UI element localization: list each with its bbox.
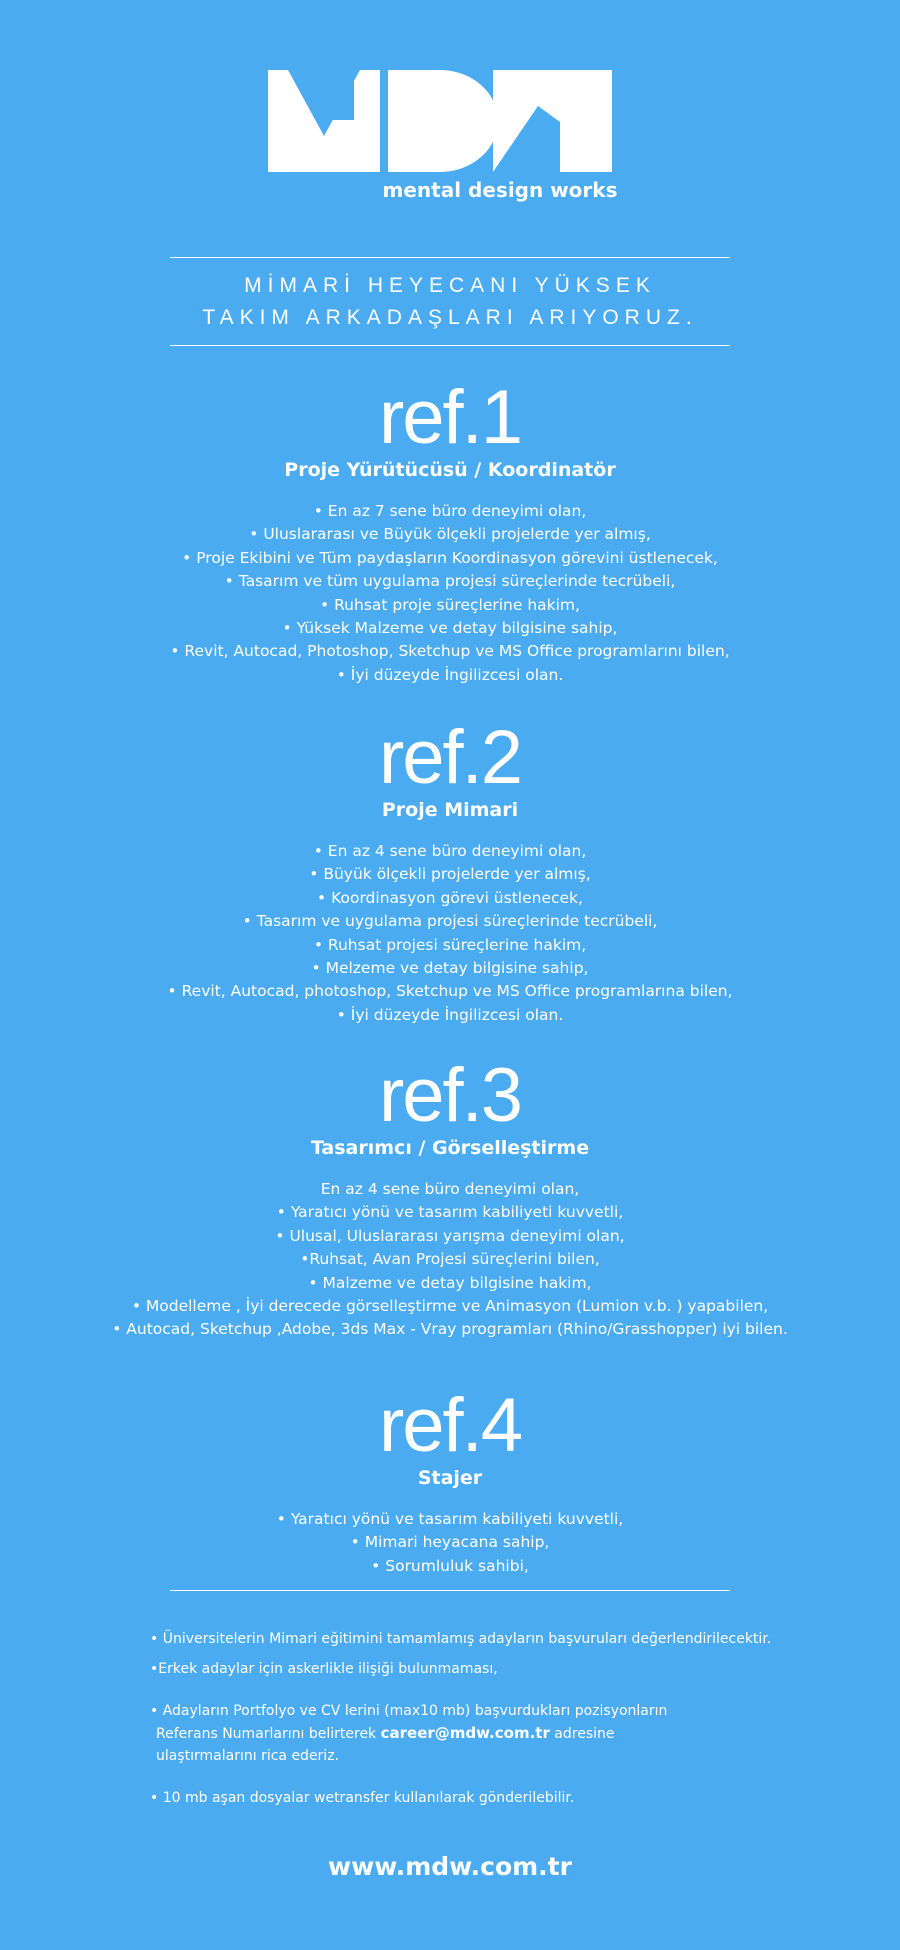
ref-requirements bbox=[0, 840, 900, 1027]
ref-requirements bbox=[0, 1178, 900, 1342]
list-item: • Revit, Autocad, Photoshop, Sketchup ve MS Office programlarını bilen, bbox=[170, 642, 730, 661]
note-apply-line-2 bbox=[150, 1722, 810, 1745]
ref-requirements bbox=[0, 500, 900, 687]
list-item: • Malzeme ve detay bilgisine hakim, bbox=[308, 1273, 592, 1292]
note-file-size: • 10 mb aşan dosyalar wetransfer kullanılarak gönderilebilir. bbox=[150, 1790, 575, 1806]
note-apply-line-3: ulaştırmalarını rica ederiz. bbox=[156, 1748, 339, 1764]
note-apply-line-1: • Adayların Portfolyo ve CV lerini (max10 mb) başvurdukları pozisyonların bbox=[150, 1703, 668, 1719]
list-item: • Ruhsat proje süreçlerine hakim, bbox=[320, 595, 580, 614]
list-item: • Ulusal, Uluslararası yarışma deneyimi olan, bbox=[275, 1226, 625, 1245]
list-item: • Yaratıcı yönü ve tasarım kabiliyeti kuvvetli, bbox=[276, 1510, 624, 1528]
list-item: • Yaratıcı yönü ve tasarım kabiliyeti kuvvetli, bbox=[276, 1203, 624, 1222]
ref-number: ref.1 bbox=[378, 375, 522, 460]
list-item: • İyi düzeyde İngilizcesi olan. bbox=[336, 665, 564, 684]
list-item: En az 4 sene büro deneyimi olan, bbox=[320, 1180, 580, 1198]
list-item: • İyi düzeyde İngilizcesi olan. bbox=[336, 1005, 564, 1024]
career-email-link[interactable]: career@mdw.com.tr bbox=[380, 1724, 550, 1742]
headline-line-1: MİMARİ HEYECANI YÜKSEK bbox=[244, 274, 656, 297]
ref-number: ref.4 bbox=[378, 1383, 522, 1468]
list-item: • Melzeme ve detay bilgisine sahip, bbox=[311, 959, 589, 978]
ref-3-section bbox=[0, 1053, 900, 1342]
note-apply-prefix: Referans Numarlarını belirterek bbox=[156, 1726, 377, 1742]
ref-title: Proje Mimari bbox=[381, 799, 519, 821]
divider-top bbox=[170, 257, 730, 258]
mdw-logo bbox=[268, 70, 612, 180]
ref-number: ref.2 bbox=[378, 715, 522, 800]
divider-under-headline bbox=[170, 345, 730, 346]
ref-title: Tasarımcı / Görselleştirme bbox=[310, 1137, 590, 1159]
ref-number: ref.3 bbox=[378, 1053, 522, 1138]
brand-tagline: mental design works bbox=[382, 178, 618, 202]
ref-4-section bbox=[0, 1383, 900, 1578]
list-item: • Uluslararası ve Büyük ölçekli projelerde yer almış, bbox=[249, 525, 651, 544]
list-item: • Sorumluluk sahibi, bbox=[371, 1556, 529, 1575]
list-item: • Proje Ekibini ve Tüm paydaşların Koordinasyon görevini üstlenecek, bbox=[182, 548, 718, 567]
list-item: • Tasarım ve tüm uygulama projesi süreçlerinde tecrübeli, bbox=[224, 572, 676, 591]
list-item: • Ruhsat projesi süreçlerine hakim, bbox=[313, 935, 587, 954]
list-item: • Revit, Autocad, photoshop, Sketchup ve MS Office programlarına bilen, bbox=[167, 982, 733, 1001]
note-military: •Erkek adaylar için askerlikle ilişiği bulunmaması, bbox=[150, 1661, 498, 1677]
note-graduation: • Üniversitelerin Mimari eğitimini tamamlamış adayların başvuruları değerlendirilecektir. bbox=[150, 1631, 772, 1647]
ref-title: Stajer bbox=[417, 1467, 483, 1489]
ref-1-section bbox=[0, 375, 900, 687]
list-item: •Ruhsat, Avan Projesi süreçlerini bilen, bbox=[300, 1250, 600, 1269]
note-apply-suffix: adresine bbox=[554, 1726, 615, 1742]
ref-requirements bbox=[0, 1508, 900, 1578]
list-item: • Mimari heyacana sahip, bbox=[350, 1533, 550, 1552]
ref-2-section bbox=[0, 715, 900, 1027]
list-item: • Yüksek Malzeme ve detay bilgisine sahip, bbox=[282, 619, 618, 638]
list-item: • Büyük ölçekli projelerde yer almış, bbox=[309, 865, 591, 884]
list-item: • En az 7 sene büro deneyimi olan, bbox=[313, 502, 587, 520]
list-item: • Autocad, Sketchup ,Adobe, 3ds Max - Vray programları (Rhino/Grasshopper) iyi bilen. bbox=[112, 1320, 788, 1339]
headline-line-2: TAKIM ARKADAŞLARI ARIYORUZ. bbox=[202, 306, 698, 329]
application-notes bbox=[150, 1628, 810, 1809]
list-item: • En az 4 sene büro deneyimi olan, bbox=[313, 842, 587, 860]
list-item: • Tasarım ve uygulama projesi süreçlerinde tecrübeli, bbox=[242, 912, 658, 931]
divider-bottom bbox=[170, 1590, 730, 1591]
list-item: • Koordinasyon görevi üstlenecek, bbox=[317, 888, 583, 907]
ref-title: Proje Yürütücüsü / Koordinatör bbox=[284, 459, 616, 481]
list-item: • Modelleme , İyi derecede görselleştirme ve Animasyon (Lumion v.b. ) yapabilen, bbox=[131, 1297, 769, 1316]
headline bbox=[0, 270, 900, 334]
website-link[interactable]: www.mdw.com.tr bbox=[328, 1852, 572, 1881]
